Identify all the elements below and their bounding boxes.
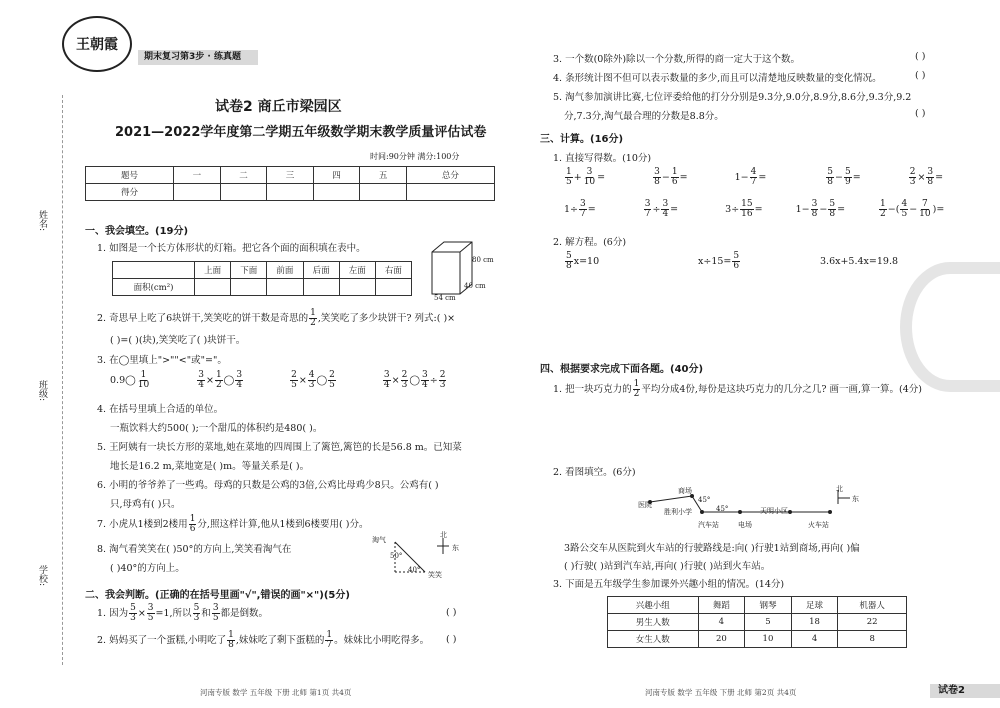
- section-3-title: 三、计算。(16分): [540, 134, 624, 145]
- interest-cell: 10: [745, 631, 792, 648]
- s2-q2: 2. 妈妈买了一个蛋糕,小明吃了 $\frac{1}{8}$ ,妹妹吃了剩下蛋糕的 $\frac{1}{7}$ 。妹妹比小明吃得多。: [97, 630, 430, 650]
- section-4-title: 四、根据要求完成下面各题。(40分): [540, 364, 704, 375]
- score-cell[interactable]: [174, 184, 221, 201]
- s4-q2a: 3路公交车从医院到火车站的行驶路线是:向( )行驶1站到商场,再向( )偏: [564, 543, 860, 554]
- binding-name: 姓名:: [37, 210, 47, 232]
- interest-header: 机器人: [838, 597, 907, 614]
- fig-40: 40°: [408, 566, 421, 574]
- score-row-label: 得分: [86, 184, 174, 201]
- r-q5a: 5. 淘气参加演讲比赛,七位评委给他的打分分别是9.3分,9.0分,8.9分,8.6分,9.3分,9.2: [553, 92, 912, 103]
- fig-50: 50°: [390, 552, 403, 560]
- area-header: 下面: [231, 262, 267, 279]
- map-north: 北: [836, 485, 843, 493]
- calc-row-2: 1÷ $\frac{3}{7}$ = $\frac{3}{7}$ ÷ $\frac{3}{4}$ = 3÷ $\frac{15}{16}$ = 1− $\frac{3}{8}$ − $\frac{5}{8}$ = $\frac{1}{2}$ −( $\frac{4}{5}$ − $\frac{7}{10}$ )=: [564, 199, 945, 219]
- score-cell[interactable]: [220, 184, 267, 201]
- paper-title: 试卷2 商丘市梁园区: [215, 99, 342, 115]
- interest-cell: 20: [698, 631, 745, 648]
- interest-header: 钢琴: [745, 597, 792, 614]
- s3-q1: 1. 直接写得数。(10分): [553, 153, 652, 164]
- map-tianming: 天明小区: [760, 507, 788, 515]
- area-cell[interactable]: [231, 279, 267, 296]
- footer-tag: 试卷2: [930, 684, 1000, 698]
- eq-1: $\frac{5}{8}$ x=10: [566, 251, 600, 271]
- score-cell[interactable]: [360, 184, 407, 201]
- interest-cell: 4: [698, 614, 745, 631]
- score-table: [85, 166, 495, 201]
- logo: 王朝霞: [62, 16, 132, 72]
- interest-table: [607, 596, 907, 648]
- score-header: 题号: [86, 167, 174, 184]
- s1-q8a: 8. 淘气看笑笑在( )50°的方向上,笑笑看淘气在: [97, 544, 292, 555]
- s1-q3-items: 0.9◯ $\frac{1}{10}$ $\frac{3}{4}$ × $\frac{1}{2}$ ◯ $\frac{3}{4}$ $\frac{2}{5}$ × $\frac{4}{3}$ ◯ $\frac{2}{5}$ $\frac{3}{4}$ × $\frac{2}{3}$ ◯ $\frac{3}{4}$ ÷ $\frac{2}{3}$: [110, 370, 446, 390]
- score-header: 一: [174, 167, 221, 184]
- dim-40: 40 cm: [464, 282, 486, 290]
- interest-header: 舞蹈: [698, 597, 745, 614]
- score-cell[interactable]: [313, 184, 360, 201]
- score-header: 总分: [406, 167, 494, 184]
- area-row-label: 面积(cm²): [113, 279, 195, 296]
- s2-q1-answer[interactable]: ( ): [446, 607, 457, 618]
- interest-cell: 4: [791, 631, 838, 648]
- section-2-title: 二、我会判断。(正确的在括号里画"√",错误的画"×")(5分): [85, 590, 350, 601]
- s1-q1: 1. 如图是一个长方体形状的灯箱。把它各个面的面积填在表中。: [97, 243, 366, 254]
- area-table: [112, 261, 412, 296]
- binding-line: [62, 95, 63, 665]
- area-header: 上面: [195, 262, 231, 279]
- interest-cell: 22: [838, 614, 907, 631]
- s4-q2: 2. 看图填空。(6分): [553, 467, 636, 478]
- s1-q7: 7. 小虎从1楼到2楼用 $\frac{1}{6}$ 分,照这样计算,他从1楼到6楼要用( )分。: [97, 514, 369, 534]
- interest-cell: 8: [838, 631, 907, 648]
- score-header: 三: [267, 167, 314, 184]
- r-q5-answer[interactable]: ( ): [915, 108, 926, 119]
- s1-q4a: 一瓶饮料大约500( );一个甜瓜的体积约是480( )。: [110, 423, 323, 434]
- s1-q2c: ( )=( )(块),笑笑吃了( )块饼干。: [110, 335, 246, 346]
- fig-taoqi: 淘气: [372, 536, 386, 544]
- fig-north: 北: [440, 531, 447, 539]
- s1-q6b: 只,母鸡有( )只。: [110, 499, 181, 510]
- score-header: 二: [220, 167, 267, 184]
- score-cell[interactable]: [267, 184, 314, 201]
- s2-q2-answer[interactable]: ( ): [446, 634, 457, 645]
- interest-header: 兴趣小组: [608, 597, 699, 614]
- eq-2: x÷15= $\frac{5}{6}$: [698, 251, 740, 271]
- eq-3: 3.6x+5.4x=19.8: [820, 256, 899, 267]
- area-header: 左面: [339, 262, 375, 279]
- footer-right: 河南专版 数学 五年级 下册 北师 第2页 共4页: [645, 688, 797, 697]
- area-header: 后面: [303, 262, 339, 279]
- map-qiche: 汽车站: [698, 521, 719, 529]
- exam-meta: 时间:90分钟 满分:100分: [370, 152, 460, 161]
- area-cell[interactable]: [303, 279, 339, 296]
- binding-class: 班级:: [37, 380, 47, 402]
- binding-school: 学校:: [37, 565, 47, 587]
- area-cell[interactable]: [267, 279, 303, 296]
- s4-q1: 1. 把一块巧克力的 $\frac{1}{2}$ 平均分成4份,每份是这块巧克力的几分之几? 画一画,算一算。(4分): [553, 379, 922, 399]
- box-figure: [428, 238, 498, 302]
- calc-row-1: $\frac{1}{5}$ + $\frac{3}{10}$ = $\frac{3}{8}$ − $\frac{1}{6}$ = 1− $\frac{4}{7}$ = $\frac{5}{8}$ − $\frac{5}{9}$ = $\frac{2}{3}$ × $\frac{3}{8}$ =: [566, 167, 944, 187]
- s4-q3: 3. 下面是五年级学生参加课外兴趣小组的情况。(14分): [553, 579, 785, 590]
- r-q4: 4. 条形统计图不但可以表示数量的多少,而且可以清楚地反映数量的变化情况。: [553, 73, 882, 84]
- fig-xiaoxiao: 笑笑: [428, 571, 442, 579]
- r-q5b: 分,7.3分,淘气最合理的分数是8.8分。: [564, 111, 724, 122]
- map-45b: 45°: [716, 505, 729, 513]
- s4-q2b: ( )行驶( )站到汽车站,再向( )行驶( )站到火车站。: [564, 561, 771, 572]
- s1-q3: 3. 在◯里填上">""<"或"="。: [97, 355, 227, 366]
- score-header: 五: [360, 167, 407, 184]
- fig-east: 东: [452, 544, 459, 552]
- s1-q5b: 地长是16.2 m,菜地宽是( )m。等量关系是( )。: [110, 461, 310, 472]
- s1-q2: 2. 奇思早上吃了6块饼干,笑笑吃的饼干数是奇思的 $\frac{1}{2}$ ,笑笑吃了多少块饼干? 列式:( )×: [97, 308, 456, 328]
- stamp-watermark: [900, 262, 1000, 392]
- map-dianchang: 电场: [738, 521, 752, 529]
- s2-q1: 1. 因为 $\frac{5}{3}$ × $\frac{3}{5}$ =1,所以 $\frac{5}{3}$ 和 $\frac{3}{5}$ 都是倒数。: [97, 603, 269, 623]
- s1-q6a: 6. 小明的爷爷养了一些鸡。母鸡的只数是公鸡的3倍,公鸡比母鸡少8只。公鸡有( ): [97, 480, 439, 491]
- score-cell[interactable]: [406, 184, 494, 201]
- interest-cell: 5: [745, 614, 792, 631]
- area-header: 前面: [267, 262, 303, 279]
- area-cell[interactable]: [339, 279, 375, 296]
- s1-q4: 4. 在括号里填上合适的单位。: [97, 404, 224, 415]
- footer-left: 河南专版 数学 五年级 下册 北师 第1页 共4页: [200, 688, 352, 697]
- r-q3: 3. 一个数(0除外)除以一个分数,所得的商一定大于这个数。: [553, 54, 801, 65]
- s3-q2: 2. 解方程。(6分): [553, 237, 627, 248]
- area-cell[interactable]: [195, 279, 231, 296]
- area-header: 右面: [375, 262, 411, 279]
- map-huoche: 火车站: [808, 521, 829, 529]
- dim-80: 80 cm: [472, 256, 494, 264]
- interest-cell: 18: [791, 614, 838, 631]
- interest-cell: 男生人数: [608, 614, 699, 631]
- section-1-title: 一、我会填空。(19分): [85, 226, 189, 237]
- interest-header: 足球: [791, 597, 838, 614]
- score-header: 四: [313, 167, 360, 184]
- s1-q5a: 5. 王阿姨有一块长方形的菜地,她在菜地的四周围上了篱笆,篱笆的长是56.8 m。已知菜: [97, 442, 462, 453]
- area-cell[interactable]: [375, 279, 411, 296]
- map-yiyuan: 医院: [638, 501, 652, 509]
- interest-cell: 女生人数: [608, 631, 699, 648]
- dim-54: 54 cm: [434, 294, 456, 302]
- r-q4-answer[interactable]: ( ): [915, 70, 926, 81]
- map-45a: 45°: [698, 496, 711, 504]
- r-q3-answer[interactable]: ( ): [915, 51, 926, 62]
- paper-subtitle: 2021—2022学年度第二学期五年级数学期末教学质量评估试卷: [115, 125, 487, 140]
- map-shangchang: 商场: [678, 487, 692, 495]
- map-shengli: 胜利小学: [664, 508, 692, 516]
- map-east: 东: [852, 495, 859, 503]
- s1-q8b: ( )40°的方向上。: [110, 563, 185, 574]
- banner: 期末复习第3步 · 练真题: [138, 50, 258, 65]
